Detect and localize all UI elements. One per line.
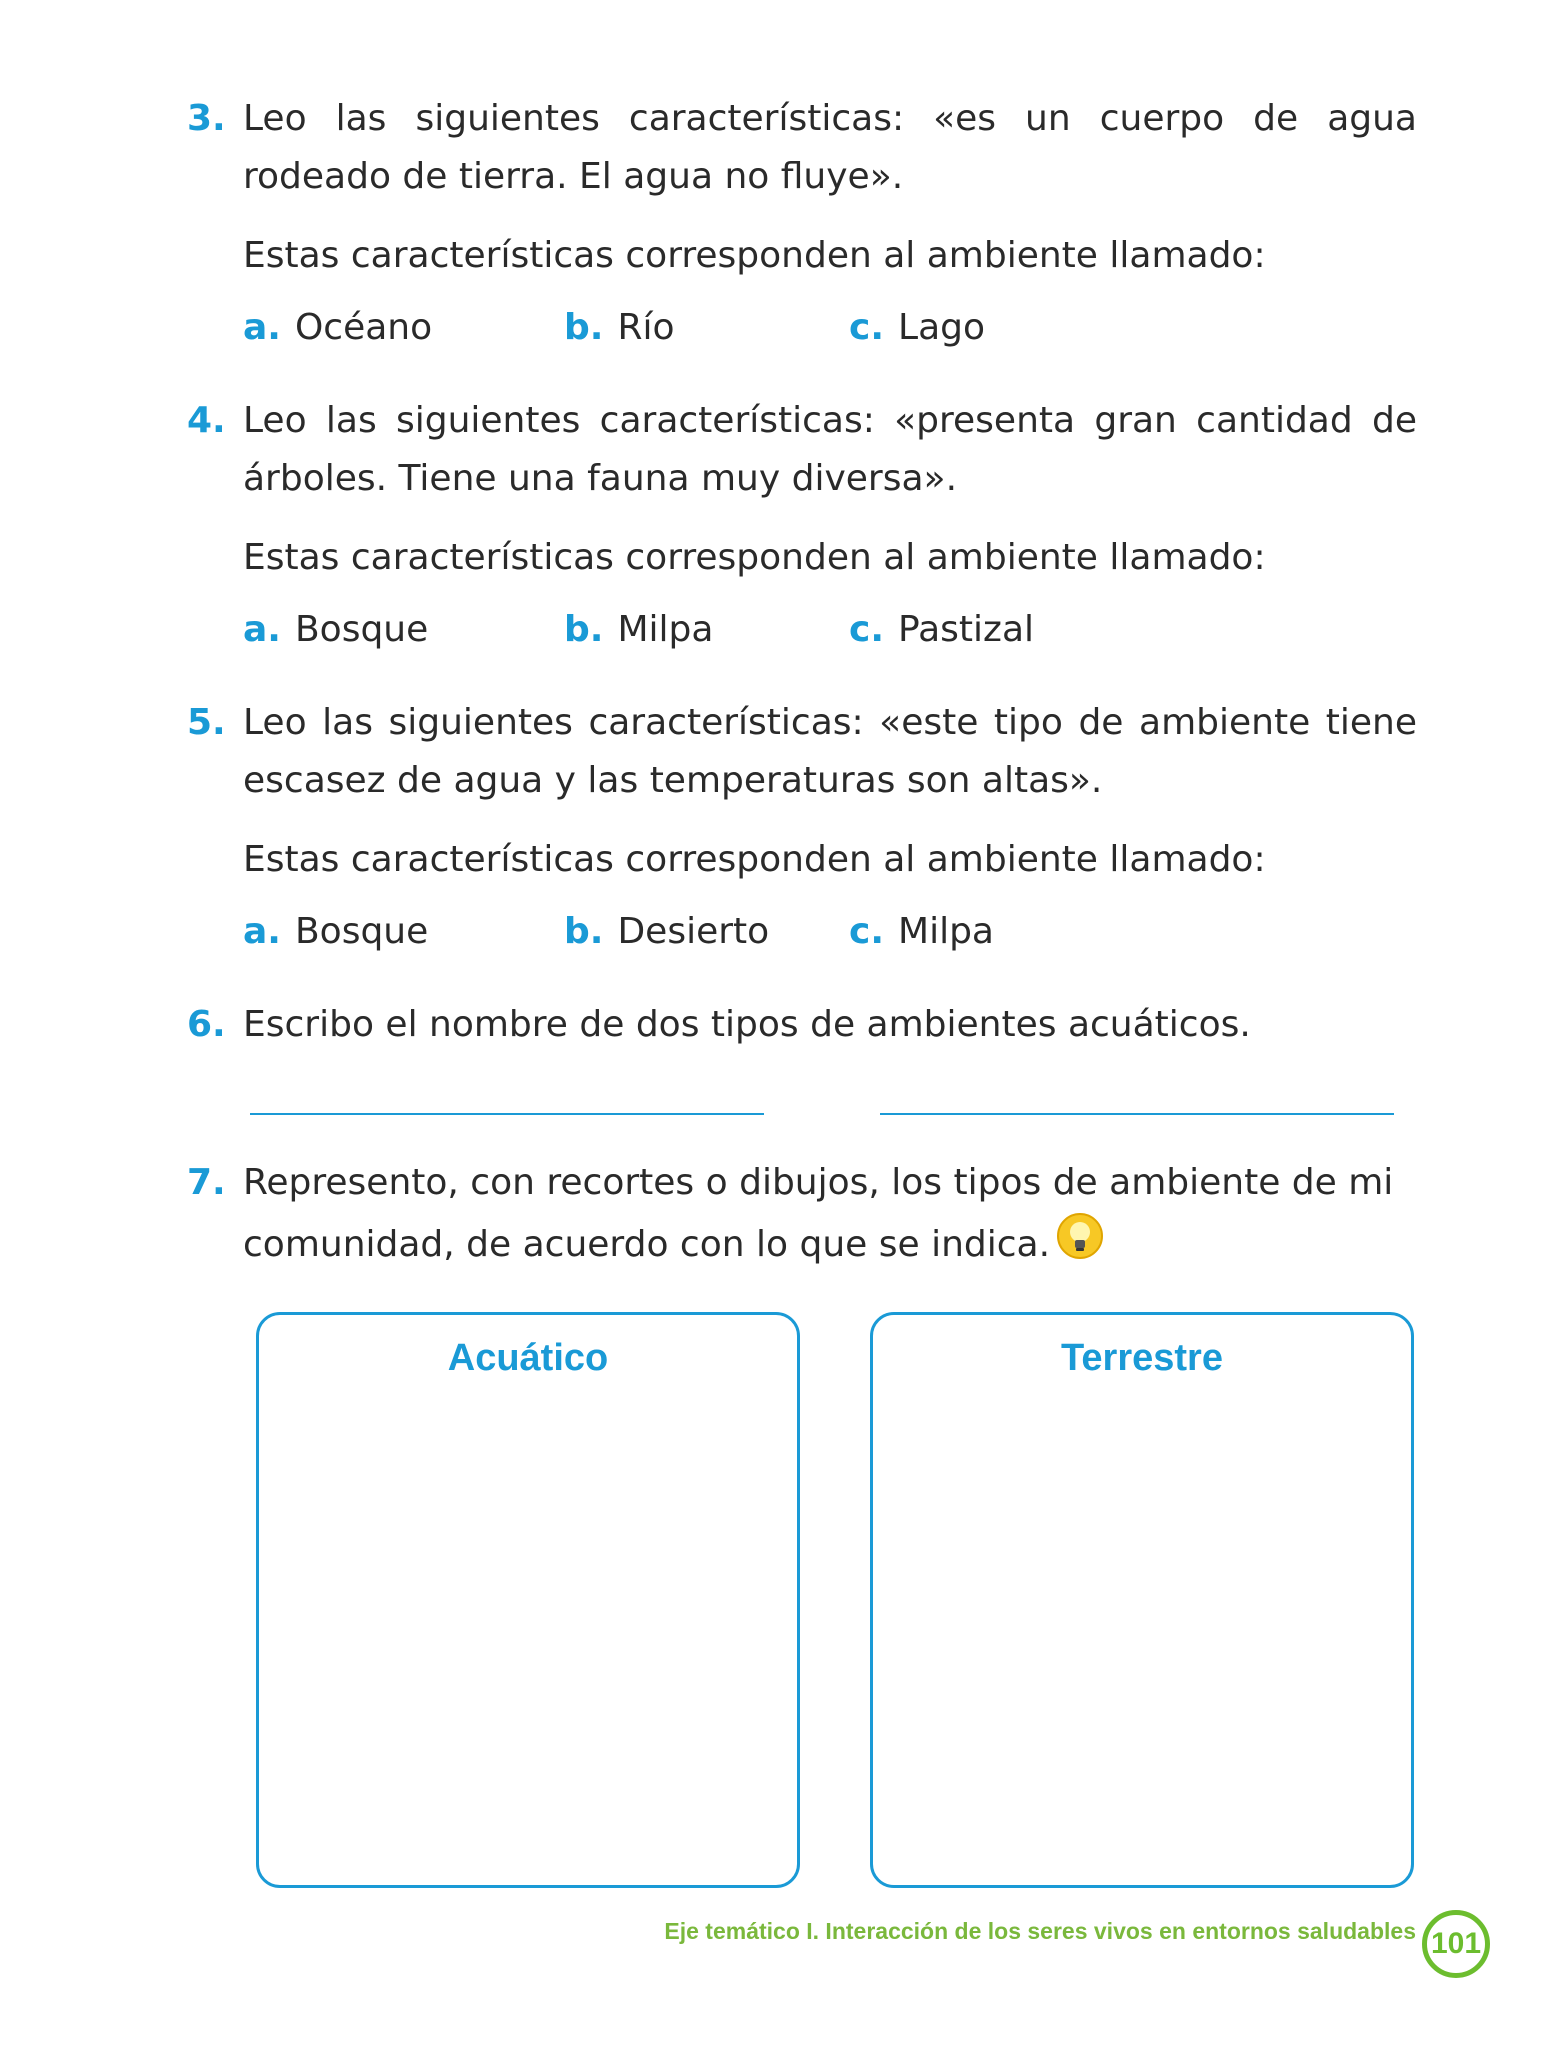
question-number: 7. [187, 1162, 226, 1203]
option-b[interactable]: b. Desierto [564, 911, 770, 952]
option-b[interactable]: b. Milpa [564, 609, 714, 650]
option-c[interactable]: c. Pastizal [849, 609, 1034, 650]
question-number: 4. [187, 400, 226, 441]
question-prompt: Estas características corresponden al ambiente llamado: [243, 537, 1266, 578]
option-a[interactable]: a. Océano [243, 307, 433, 348]
aquatic-box-title: Acuático [447, 1337, 609, 1379]
answer-line-1[interactable] [250, 1113, 764, 1115]
question-prompt: Estas características corresponden al ambiente llamado: [243, 839, 1266, 880]
question-text: Escribo el nombre de dos tipos de ambientes acuáticos. [243, 1004, 1251, 1045]
footer-text: Eje temático I. Interacción de los seres vivos en entornos saludables [664, 1918, 1416, 1944]
question-number: 6. [187, 1004, 226, 1045]
question-text: Leo las siguientes características: «presenta gran cantidad de árboles. Tiene una fauna muy diversa». [243, 400, 1417, 499]
question-prompt: Estas características corresponden al ambiente llamado: [243, 235, 1266, 276]
question-text: Leo las siguientes características: «este tipo de ambiente tiene escasez de agua y las temperaturas son altas». [243, 702, 1417, 801]
option-b[interactable]: b. Río [564, 307, 675, 348]
answer-line-2[interactable] [880, 1113, 1394, 1115]
question-text: Represento, con recortes o dibujos, los tipos de ambiente de mi comunidad, de acuerdo con lo que se indica. [243, 1154, 1417, 1278]
question-number: 3. [187, 98, 226, 139]
question-text: Leo las siguientes características: «es un cuerpo de agua rodeado de tierra. El agua no fluye». [243, 98, 1417, 197]
option-c[interactable]: c. Lago [849, 307, 986, 348]
option-a[interactable]: a. Bosque [243, 609, 429, 650]
question-number: 5. [187, 702, 226, 743]
aquatic-drawing-box[interactable] [256, 1312, 800, 1888]
option-c[interactable]: c. Milpa [849, 911, 994, 952]
terrestrial-drawing-box[interactable] [870, 1312, 1414, 1888]
option-a[interactable]: a. Bosque [243, 911, 429, 952]
lightbulb-icon [1056, 1212, 1104, 1278]
page-number: 101 [1422, 1910, 1490, 1978]
terrestrial-box-title: Terrestre [1061, 1337, 1223, 1379]
